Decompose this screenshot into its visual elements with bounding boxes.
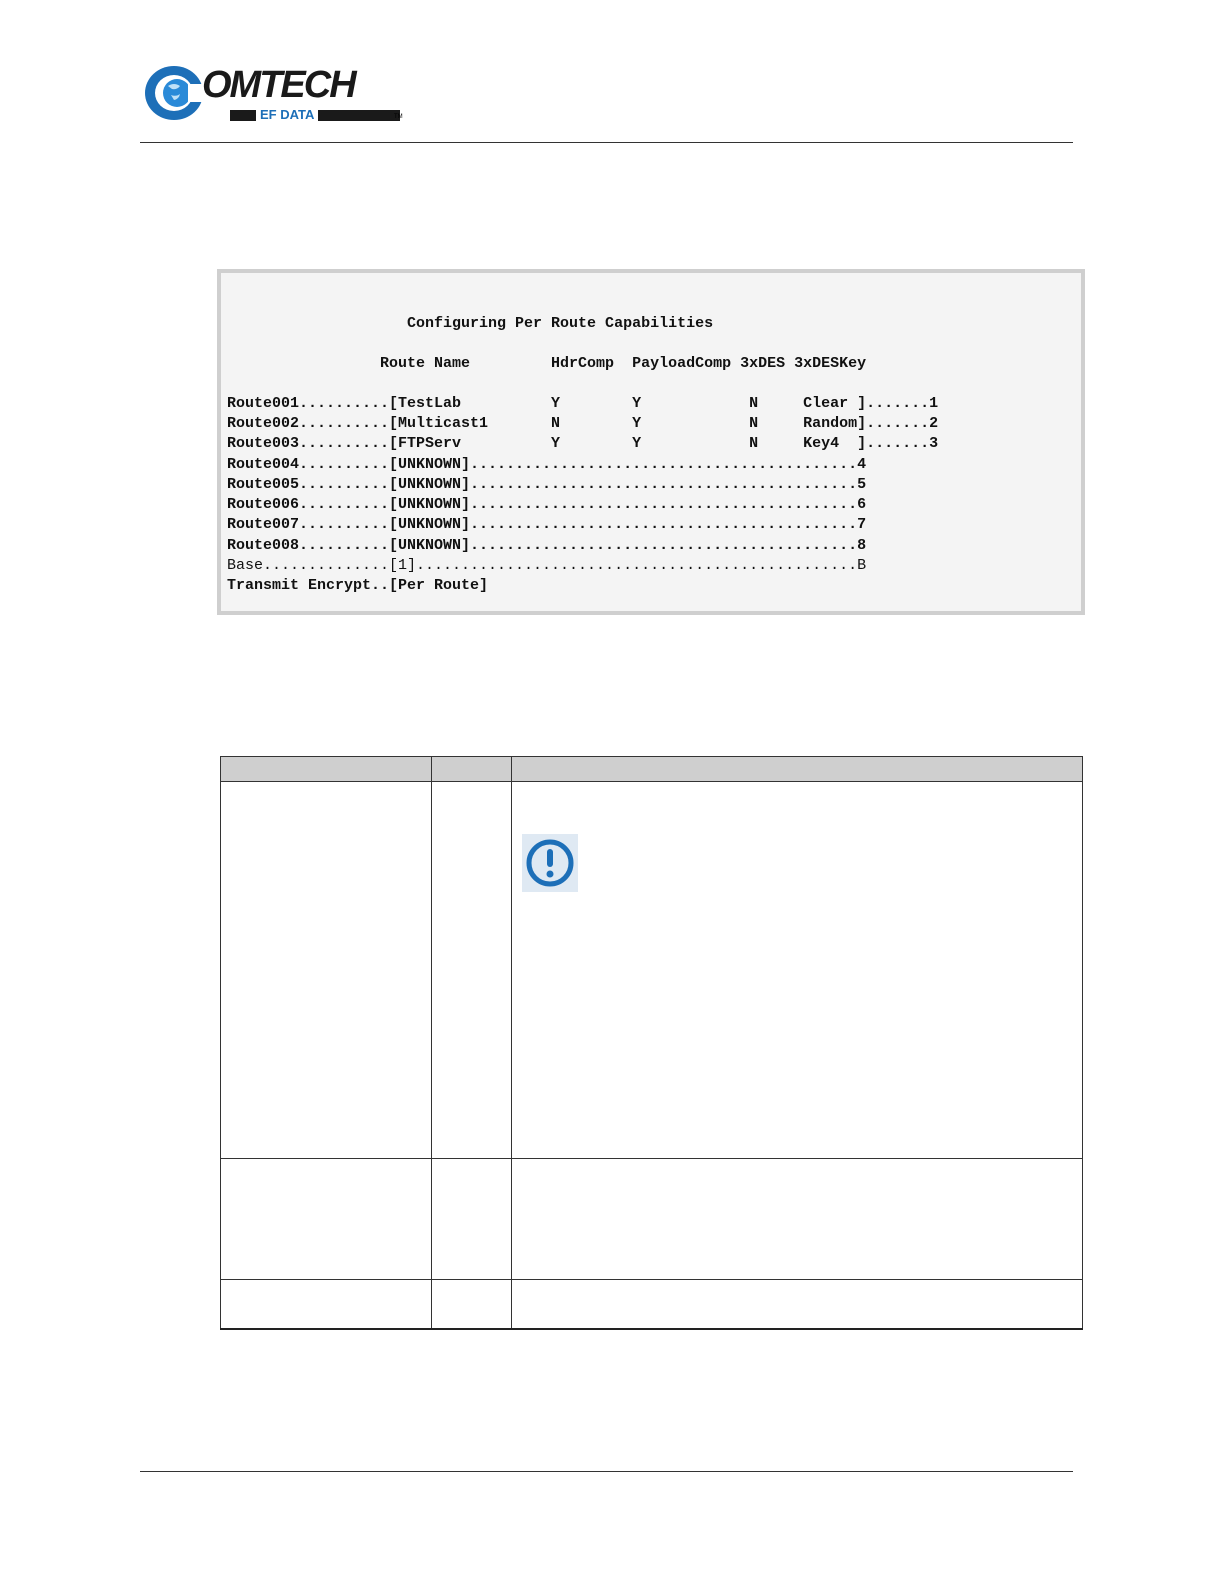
table-header-cell bbox=[432, 757, 512, 782]
table-cell bbox=[221, 782, 432, 1159]
parameters-table bbox=[220, 756, 1082, 1329]
logo-wordmark: OMTECH bbox=[202, 64, 355, 106]
terminal-route-line[interactable]: Route001..........[TestLab Y Y N Clear ].......1 bbox=[227, 395, 939, 412]
terminal-route-line[interactable]: Route004..........[UNKNOWN]...........................................4 bbox=[227, 456, 867, 473]
footer-rule bbox=[140, 1471, 1073, 1472]
table-cell bbox=[512, 1159, 1083, 1280]
terminal-route-line[interactable]: Route007..........[UNKNOWN]...........................................7 bbox=[227, 516, 867, 533]
terminal-columns: Route Name HdrComp PayloadComp 3xDES 3xDESKey bbox=[227, 355, 867, 372]
terminal-base-line[interactable]: Base..............[1].................................................B bbox=[227, 557, 867, 574]
terminal-route-line[interactable]: Route006..........[UNKNOWN]...........................................6 bbox=[227, 496, 867, 513]
terminal-route-line[interactable]: Route008..........[UNKNOWN]...........................................8 bbox=[227, 537, 867, 554]
logo-trademark: TM bbox=[394, 114, 403, 120]
table-cell bbox=[432, 1159, 512, 1280]
table-header-cell bbox=[221, 757, 432, 782]
table-row bbox=[221, 1280, 1083, 1330]
terminal-route-line[interactable]: Route002..........[Multicast1 N Y N Random].......2 bbox=[227, 415, 939, 432]
logo-subtitle: EF DATA bbox=[256, 108, 318, 122]
table-row bbox=[221, 782, 1083, 1159]
terminal-screenshot bbox=[217, 269, 1085, 615]
table-cell bbox=[432, 782, 512, 1159]
table-cell-description bbox=[512, 782, 1083, 1159]
terminal-route-line[interactable]: Route003..........[FTPServ Y Y N Key4 ].......3 bbox=[227, 435, 939, 452]
globe-logo-icon bbox=[144, 64, 204, 122]
header-rule bbox=[140, 142, 1073, 143]
terminal-route-line[interactable]: Route005..........[UNKNOWN]...........................................5 bbox=[227, 476, 867, 493]
terminal-encrypt-line[interactable]: Transmit Encrypt..[Per Route] bbox=[227, 577, 489, 594]
table-header-cell bbox=[512, 757, 1083, 782]
table-cell bbox=[221, 1159, 432, 1280]
exclamation-circle-icon bbox=[522, 834, 578, 892]
table-row bbox=[221, 1159, 1083, 1280]
terminal-title: Configuring Per Route Capabilities bbox=[227, 315, 714, 332]
table-cell bbox=[221, 1280, 432, 1330]
comtech-logo bbox=[144, 64, 404, 124]
table-header-row bbox=[221, 757, 1083, 782]
table-cell bbox=[432, 1280, 512, 1330]
table-cell bbox=[512, 1280, 1083, 1330]
